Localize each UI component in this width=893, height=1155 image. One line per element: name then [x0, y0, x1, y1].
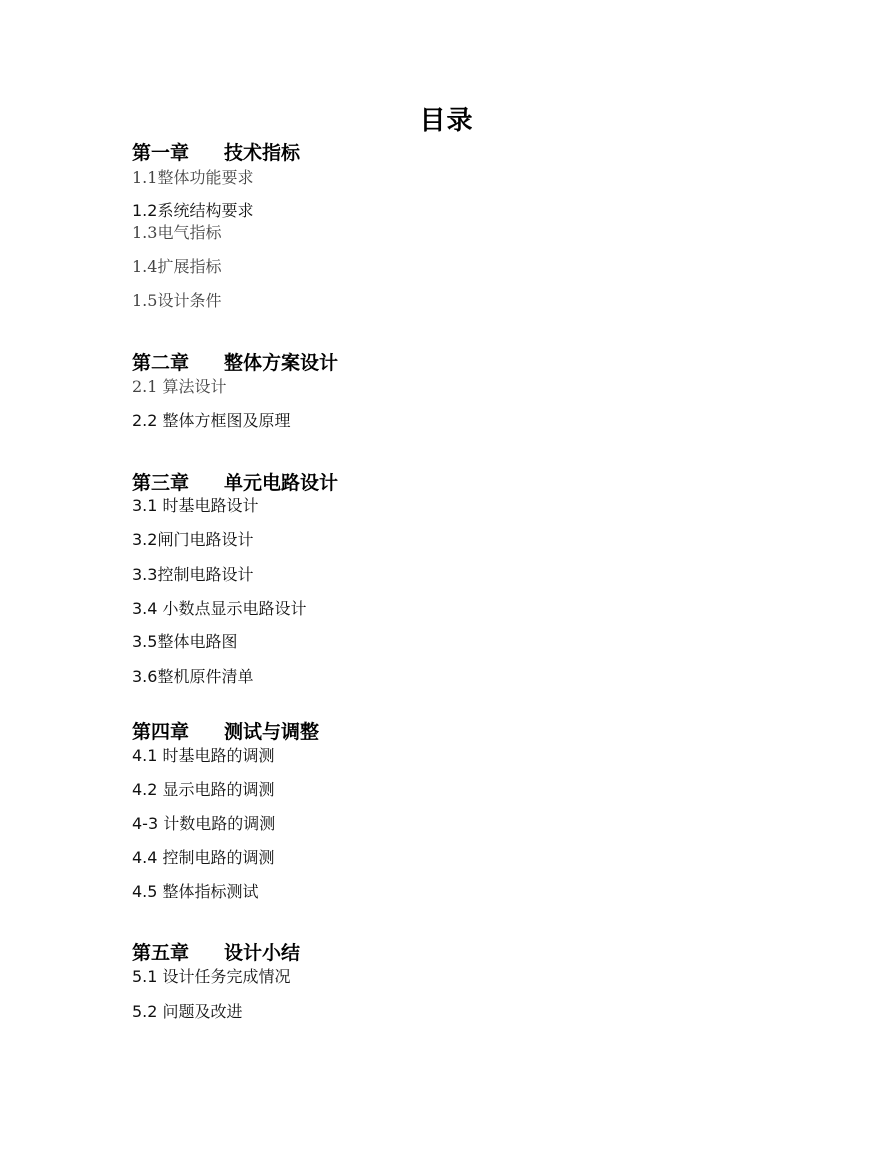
toc-entry-2-1: 2.1 算法设计 [132, 377, 227, 396]
chapter-title: 整体方案设计 [224, 352, 339, 374]
chapter-number: 第一章 [132, 142, 190, 164]
toc-entry-4-5: 4.5 整体指标测试 [132, 882, 259, 901]
toc-entry-2-2: 2.2 整体方框图及原理 [132, 411, 291, 430]
chapter-title: 测试与调整 [224, 721, 320, 743]
chapter-heading-2 [132, 351, 338, 375]
chapter-number: 第三章 [132, 472, 190, 494]
toc-entry-3-2: 3.2闸门电路设计 [132, 530, 254, 549]
chapter-heading-4 [132, 720, 319, 744]
toc-entry-3-3: 3.3控制电路设计 [132, 565, 254, 584]
toc-entry-1-3: 1.3电气指标 [132, 223, 222, 242]
chapter-heading-1 [132, 141, 300, 165]
toc-title: 目录 [419, 106, 474, 136]
chapter-heading-3 [132, 471, 338, 495]
toc-entry-5-1: 5.1 设计任务完成情况 [132, 967, 291, 986]
toc-entry-3-5: 3.5整体电路图 [132, 632, 238, 651]
chapter-number: 第四章 [132, 721, 190, 743]
toc-entry-1-2: 1.2系统结构要求 [132, 201, 254, 220]
toc-entry-3-1: 3.1 时基电路设计 [132, 496, 259, 515]
toc-entry-3-6: 3.6整机原件清单 [132, 667, 254, 686]
toc-entry-1-4: 1.4扩展指标 [132, 257, 222, 276]
chapter-title: 单元电路设计 [224, 472, 339, 494]
chapter-heading-5 [132, 941, 300, 965]
toc-entry-4-1: 4.1 时基电路的调测 [132, 746, 275, 765]
toc-entry-4-4: 4.4 控制电路的调测 [132, 848, 275, 867]
toc-entry-5-2: 5.2 问题及改进 [132, 1002, 243, 1021]
chapter-number: 第五章 [132, 942, 190, 964]
chapter-title: 技术指标 [224, 142, 301, 164]
toc-entry-3-4: 3.4 小数点显示电路设计 [132, 599, 307, 618]
toc-entry-1-1: 1.1整体功能要求 [132, 168, 254, 187]
toc-entry-4-2: 4.2 显示电路的调测 [132, 780, 275, 799]
toc-entry-4-3: 4-3 计数电路的调测 [132, 814, 276, 833]
chapter-number: 第二章 [132, 352, 190, 374]
toc-entry-1-5: 1.5设计条件 [132, 291, 222, 310]
chapter-title: 设计小结 [224, 942, 301, 964]
